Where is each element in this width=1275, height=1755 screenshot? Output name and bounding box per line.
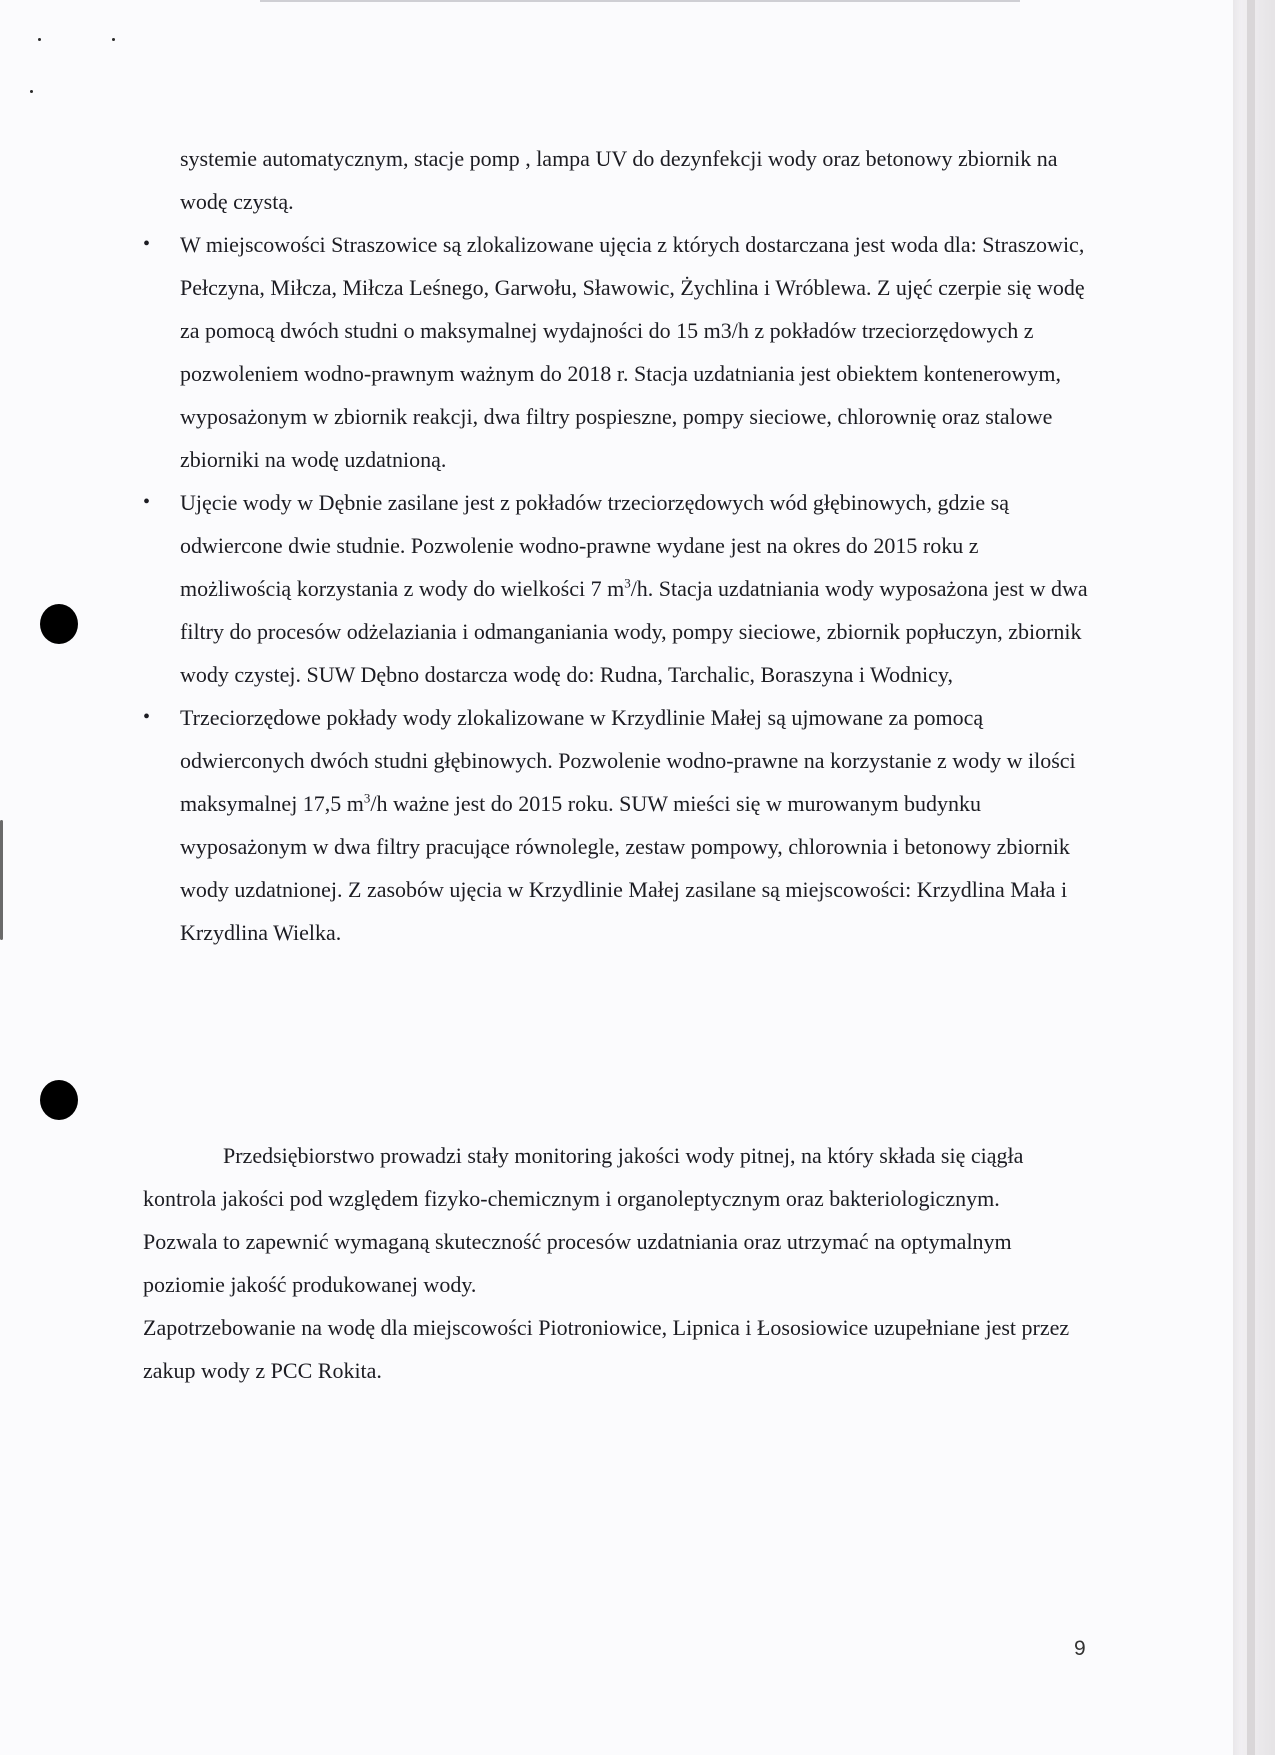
bullet-item-straszowice — [143, 223, 1090, 481]
bullet-text-part: Trzeciorzędowe pokłady wody zlokalizowane w Krzydlinie Małej są ujmowane za pomocą odwierconych dwóch studni głębinowych. Pozwolenie wodno-prawne na korzystanie z wody w ilości maksymalnej 17,5 m — [180, 705, 1076, 816]
closing-section — [143, 1134, 1093, 1392]
scan-left-edge — [0, 820, 3, 940]
bullet-section — [143, 137, 1090, 954]
superscript: 3 — [624, 575, 631, 591]
bullet-text — [180, 481, 1090, 696]
scan-dust — [112, 38, 115, 41]
scan-top-line — [260, 0, 1020, 2]
bullet-text-part: /h ważne jest do 2015 roku. SUW mieści się w murowanym budynku wyposażonym w dwa filtry pracujące równolegle, zestaw pompowy, chlorownia i betonowy zbiornik wody uzdatnionej. Z zasobów ujęcia w Krzydlinie Małej zasilane są miejscowości: Krzydlina Mała i Krzydlina Wielka. — [180, 791, 1070, 945]
bullet-item-debno — [143, 481, 1090, 696]
punch-hole-bottom — [40, 1080, 78, 1120]
scan-edge-strip — [1247, 0, 1255, 1755]
scan-dust — [38, 38, 41, 41]
punch-hole-top — [40, 604, 78, 644]
bullet-text — [180, 696, 1090, 954]
bullet-dot: • — [143, 233, 151, 255]
bullet-text: W miejscowości Straszowice są zlokalizowane ujęcia z których dostarczana jest woda dla: Straszowic, Pełczyna, Miłcza, Miłcza Leśnego, Garwołu, Sławowic, Żychlina i Wróblewa. Z ujęć czerpie się wodę za pomocą dwóch studni o maksymalnej wydajności do 15 m3/h z pokładów trzeciorzędowych z pozwoleniem wodno-prawnym ważnym do 2018 r. Stacja uzdatniania jest obiektem kontenerowym, wyposażonym w zbiornik reakcji, dwa filtry pospieszne, pompy sieciowe, chlorownię oraz stalowe zbiorniki na wodę uzdatnioną. — [180, 232, 1085, 472]
paragraph-demand: Zapotrzebowanie na wodę dla miejscowości Piotroniowice, Lipnica i Łososiowice uzupełniane jest przez zakup wody z PCC Rokita. — [143, 1315, 1070, 1383]
continuation-text: systemie automatycznym, stacje pomp , lampa UV do dezynfekcji wody oraz betonowy zbiornik na wodę czystą. — [180, 146, 1058, 214]
bullet-text-part: Ujęcie wody w Dębnie zasilane jest z pokładów trzeciorzędowych wód głębinowych, gdzie są odwiercone dwie studnie. Pozwolenie wodno-prawne wydane jest na okres do 2015 roku z możliwością korzystania z wody do wielkości 7 m — [180, 490, 1009, 601]
scan-edge — [1233, 0, 1275, 1755]
bullet-dot: • — [143, 706, 151, 728]
superscript: 3 — [363, 790, 371, 806]
scan-dust — [30, 90, 33, 93]
bullet-text-part: /h. Stacja uzdatniania wody wyposażona jest w dwa filtry do procesów odżelaziania i odmanganiania wody, pompy sieciowe, zbiornik popłuczyn, zbiornik wody czystej. SUW Dębno dostarcza wodę do: Rudna, Tarchalic, Boraszyna i Wodnicy, — [180, 576, 1088, 687]
bullet-item-krzydlina — [143, 696, 1090, 954]
paragraph-efficiency: Pozwala to zapewnić wymaganą skuteczność procesów uzdatniania oraz utrzymać na optymalnym poziomie jakość produkowanej wody. — [143, 1229, 1012, 1297]
paragraph-monitoring: Przedsiębiorstwo prowadzi stały monitoring jakości wody pitnej, na który składa się ciągła kontrola jakości pod względem fizyko-chemicznym i organoleptycznym oraz bakteriologicznym. — [143, 1143, 1024, 1211]
bullet-dot: • — [143, 491, 151, 513]
page-number: 9 — [1074, 1637, 1086, 1660]
